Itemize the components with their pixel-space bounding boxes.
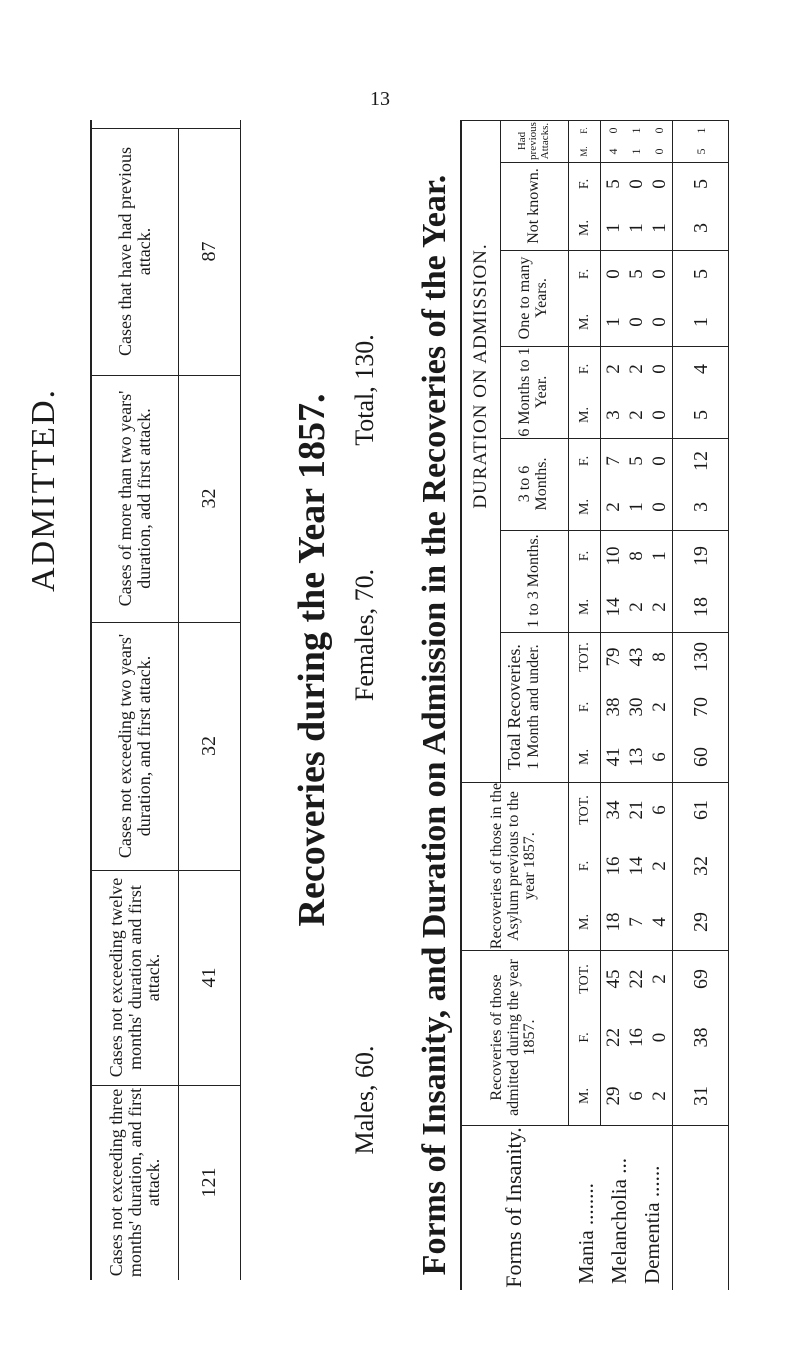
table-cell: 16 <box>602 856 624 876</box>
sub-header: F. <box>576 178 592 190</box>
table-cell: 0 <box>648 269 670 279</box>
table-cell: 41 <box>602 747 624 767</box>
total-cell: 61 <box>689 800 712 820</box>
duration-group-label: Had previous Attacks. <box>515 122 551 160</box>
table-cell: 0 <box>648 179 670 189</box>
sub-header: M. <box>576 749 592 765</box>
admitted-col-value: 87 <box>197 241 220 262</box>
table-cell: 34 <box>602 800 624 820</box>
form-row-melancholia: Melancholia ... <box>607 1158 632 1284</box>
table-cell: 0 <box>648 410 670 420</box>
previous-group-header: Recoveries of those in the Asylum previous to the year 1857. <box>487 782 539 950</box>
total-cell: 19 <box>689 546 712 566</box>
sub-header: TOT. <box>576 642 592 672</box>
total-cell: 5 <box>689 269 712 279</box>
total-cell: 18 <box>689 597 712 617</box>
table-cell: 1 <box>648 551 670 561</box>
sub-header: F. <box>576 860 592 872</box>
table-cell: 8 <box>648 652 670 662</box>
total-cell: 5 <box>693 148 708 155</box>
table-cell: 2 <box>625 602 647 612</box>
total-cell: 70 <box>689 697 712 717</box>
total-cell: 60 <box>689 747 712 767</box>
table-cell: 10 <box>602 546 624 566</box>
duration-header: DURATION ON ADMISSION. <box>470 243 492 509</box>
total-cell: 1 <box>693 127 708 134</box>
table-cell: 0 <box>625 317 647 327</box>
table-cell: 2 <box>625 410 647 420</box>
table-cell: 22 <box>602 1028 624 1047</box>
table-cell: 0 <box>625 179 647 189</box>
sub-header: M. <box>579 146 590 157</box>
admitted-col-label: Cases not exceeding twelve months' duration and first attack. <box>105 877 164 1078</box>
sub-header: M. <box>576 914 592 930</box>
page-number: 13 <box>370 88 390 110</box>
duration-group-label: 6 Months to 1 Year. <box>516 347 550 437</box>
sub-header: M. <box>576 407 592 423</box>
sub-header: M. <box>576 599 592 615</box>
table-cell: 2 <box>648 974 670 984</box>
sub-header: F. <box>576 268 592 280</box>
table-cell: 2 <box>625 364 647 374</box>
table-cell: 0 <box>648 317 670 327</box>
admitted-col-label: Cases not exceeding two years' duration, and first attack. <box>115 633 154 859</box>
total-cell: 1 <box>689 317 712 327</box>
admitted-col-value: 32 <box>197 488 220 509</box>
total-cell: 12 <box>689 451 712 471</box>
table-cell: 21 <box>625 800 647 820</box>
recoveries-males: Males, 60. <box>350 1045 380 1155</box>
table-cell: 0 <box>602 269 624 279</box>
table-cell: 5 <box>625 269 647 279</box>
sub-header: TOT. <box>576 795 592 825</box>
table-cell: 0 <box>648 364 670 374</box>
sub-header: F. <box>576 1032 592 1043</box>
table-cell: 1 <box>625 223 647 233</box>
form-row-mania: Mania ........ <box>574 1183 599 1284</box>
admitted-col-value: 41 <box>197 967 220 988</box>
table-cell: 79 <box>602 647 624 667</box>
total-cell: 5 <box>689 179 712 189</box>
total-cell: 3 <box>689 223 712 233</box>
total-cell: 5 <box>689 410 712 420</box>
total-cell: 130 <box>689 642 712 672</box>
recoveries-females: Females, 70. <box>350 568 380 702</box>
table-cell: 0 <box>652 148 667 155</box>
total-cell: 32 <box>689 856 712 876</box>
table-cell: 45 <box>602 969 624 989</box>
total-cell: 31 <box>689 1086 712 1106</box>
table-cell: 4 <box>648 917 670 927</box>
admitted-col-value: 32 <box>197 736 220 756</box>
duration-group-label: Not known. <box>524 168 542 244</box>
duration-group-label: 3 to 6 Months. <box>516 457 550 511</box>
table-cell: 3 <box>602 410 624 420</box>
admitted-group-header: Recoveries of those admitted during the year 1857. <box>487 959 539 1116</box>
table-cell: 1 <box>629 127 644 134</box>
table-cell: 14 <box>625 856 647 876</box>
admitted-table <box>90 120 250 1280</box>
table-cell: 2 <box>602 502 624 512</box>
admitted-col-label: Cases not exceeding three months' duration, and first attack. <box>105 1087 164 1278</box>
sub-header: F. <box>576 550 592 562</box>
table-cell: 2 <box>648 602 670 612</box>
table-cell: 30 <box>625 697 647 717</box>
duration-group-label: One to many Years. <box>516 256 550 340</box>
table-cell: 0 <box>648 1032 670 1043</box>
table-cell: 6 <box>625 1091 647 1101</box>
table-cell: 4 <box>606 148 621 155</box>
total-cell: 29 <box>689 912 712 932</box>
table-cell: 14 <box>602 597 624 617</box>
sub-header: TOT. <box>576 964 592 994</box>
sub-header: M. <box>576 314 592 330</box>
admitted-header: ADMITTED. <box>25 387 63 593</box>
table-cell: 16 <box>625 1028 647 1047</box>
total-group-header: Total Recoveries. <box>503 644 524 770</box>
table-cell: 2 <box>648 861 670 871</box>
total-cell: 4 <box>689 364 712 374</box>
sub-header: F. <box>576 455 592 467</box>
admitted-col-value: 121 <box>197 1167 220 1198</box>
forms-title: Forms of Insanity, and Duration on Admission in the Recoveries of the Year. <box>416 174 454 1276</box>
recoveries-total: Total, 130. <box>350 334 380 446</box>
sub-header: F. <box>579 127 590 134</box>
total-cell: 38 <box>689 1027 712 1048</box>
table-cell: 6 <box>648 805 670 815</box>
table-cell: 1 <box>602 317 624 327</box>
sub-header: M. <box>576 1088 592 1104</box>
table-cell: 1 <box>629 148 644 155</box>
admitted-col-label: Cases that have had previous attack. <box>115 147 154 356</box>
table-cell: 6 <box>648 752 670 762</box>
table-cell: 38 <box>602 697 624 717</box>
table-cell: 2 <box>648 702 670 712</box>
table-cell: 22 <box>625 969 647 989</box>
table-cell: 2 <box>602 364 624 374</box>
table-cell: 0 <box>652 127 667 134</box>
table-cell: 13 <box>625 747 647 767</box>
table-cell: 7 <box>625 917 647 927</box>
admitted-col-label: Cases of more than two years' duration, add first attack. <box>115 390 154 607</box>
duration-group-label: 1 to 3 Months. <box>524 534 542 628</box>
table-cell: 0 <box>648 456 670 466</box>
sub-header: F. <box>576 701 592 713</box>
table-cell: 8 <box>625 551 647 561</box>
sub-header: M. <box>576 499 592 515</box>
total-cell: 3 <box>689 502 712 512</box>
recoveries-title: Recoveries during the Year 1857. <box>290 393 333 927</box>
total-cell: 69 <box>689 969 712 989</box>
table-cell: 5 <box>602 179 624 189</box>
table-cell: 7 <box>602 456 624 466</box>
table-cell: 0 <box>648 502 670 512</box>
duration-group-label: 1 Month and under. <box>524 644 542 770</box>
sub-header: M. <box>576 220 592 236</box>
table-cell: 1 <box>625 502 647 512</box>
forms-table <box>460 120 730 1290</box>
table-cell: 0 <box>606 127 621 134</box>
table-cell: 29 <box>602 1086 624 1106</box>
table-cell: 18 <box>602 912 624 932</box>
table-cell: 1 <box>648 223 670 233</box>
forms-header: Forms of Insanity. <box>501 1127 527 1288</box>
form-row-dementia: Dementia ...... <box>640 1165 665 1284</box>
table-cell: 1 <box>602 223 624 233</box>
sub-header: F. <box>576 363 592 375</box>
table-cell: 43 <box>625 647 647 667</box>
table-cell: 5 <box>625 456 647 466</box>
table-cell: 2 <box>648 1091 670 1101</box>
